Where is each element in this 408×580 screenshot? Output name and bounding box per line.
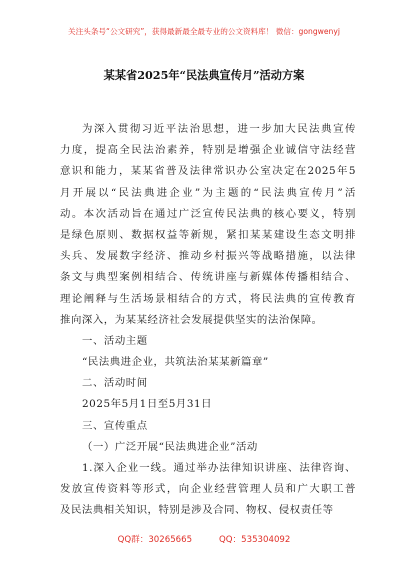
document-title: 某某省2025年“民法典宣传月”活动方案: [103, 68, 305, 82]
paragraph-line: 力度，提高全民法治素养，特别是增强企业诚信守法经营: [60, 144, 356, 157]
qq-number: 535304092: [241, 535, 291, 545]
paragraph-line: 条文与典型案例相结合、传统讲座与新媒体传播相结合、: [60, 271, 356, 284]
paragraph-line: 为深入贯彻习近平法治思想，进一步加大民法典宣传: [82, 123, 356, 135]
header-promo-note: 关注头条号“公文研究”，获得最新最全最专业的公文资料库！ 微信：gongwenyj: [68, 27, 340, 36]
paragraph-line: 意识和能力，某某省普及法律常识办公室决定在2025年5: [60, 165, 356, 178]
footer-contact: [0, 533, 408, 545]
qq-group-number: 30265665: [148, 535, 193, 545]
paragraph-line: 推向深入，为某某经济社会发展提供坚实的法治保障。: [60, 313, 323, 326]
paragraph-line: 三、宣传重点: [82, 419, 148, 432]
qq-label: QQ：: [219, 535, 242, 545]
paragraph-line: 二、活动时间: [82, 377, 148, 390]
paragraph-line: 是绿色原则、数据权益等新规，紧扣某某建设生态文明排: [60, 228, 356, 241]
paragraph-line: 理论阐释与生活场景相结合的方式，将民法典的宣传教育: [60, 292, 356, 305]
paragraph-line: 2025年5月1日至5月31日: [82, 398, 213, 411]
paragraph-line: “民法典进企业，共筑法治某某新篇章”: [82, 356, 269, 369]
paragraph-line: 1.深入企业一线。通过举办法律知识讲座、法律咨询、: [82, 462, 356, 474]
qq-group-label: QQ群：: [117, 535, 149, 545]
paragraph-line: 一、活动主题: [82, 334, 148, 347]
paragraph-line: 月开展以“民法典进企业”为主题的“民法典宣传月”活: [60, 186, 356, 199]
paragraph-line: 动。本次活动旨在通过广泛宣传民法典的核心要义，特别: [60, 207, 356, 220]
paragraph-line: 发放宣传资料等形式，向企业经营管理人员和广大职工普: [60, 483, 356, 496]
document-body: [60, 119, 356, 522]
paragraph-line: 头兵、发展数字经济、推动乡村振兴等战略措施，以法律: [60, 250, 356, 263]
paragraph-line: （一）广泛开展“民法典进企业”活动: [82, 440, 258, 453]
paragraph-line: 及民法典相关知识，特别是涉及合同、物权、侵权责任等: [60, 504, 334, 517]
